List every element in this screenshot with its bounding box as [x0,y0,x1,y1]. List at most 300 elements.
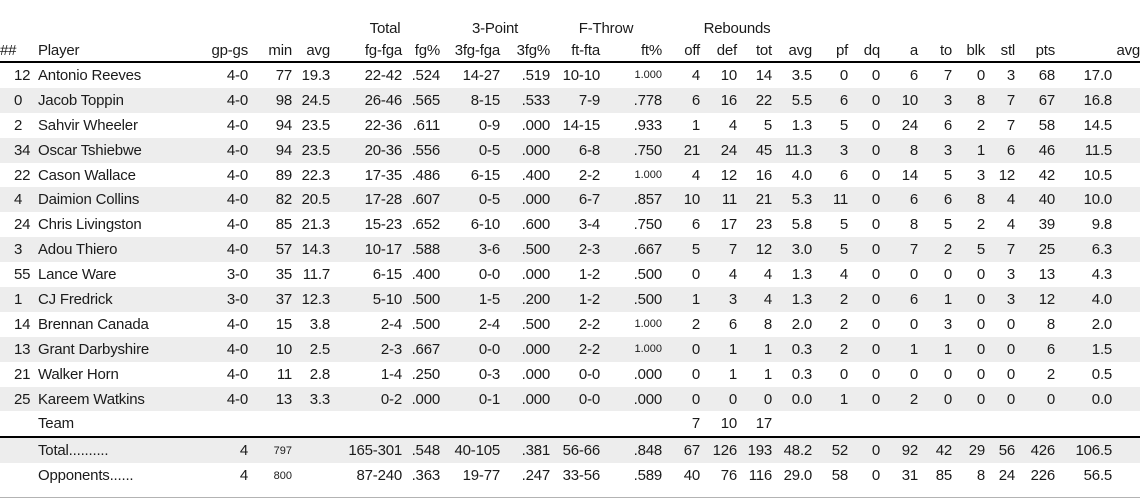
stat-cell: 58 [831,467,849,485]
table-row [0,287,1140,312]
player-name-cell: CJ Fredrick [38,287,208,312]
stat-cell: 0 [1006,365,1016,383]
stat-cell: 7 [1006,116,1016,134]
stat-cell: .486 [411,166,440,184]
stat-cell: 0-5 [440,138,500,163]
stat-cell [440,411,500,437]
stat-cell [772,411,812,437]
stat-cell [402,411,440,437]
stat-cell: 15 [275,315,292,333]
player-name-cell: Kareem Watkins [38,387,208,412]
stat-cell: 6 [918,187,952,212]
stat-cell: .500 [521,315,551,333]
jersey-number-cell: 14 [14,315,31,333]
stat-cell: 17-35 [364,166,402,184]
stat-cell: 13 [1038,266,1056,284]
stat-cell: 8 [952,88,985,113]
stat-cell: 87-240 [356,467,402,485]
stat-cell: 52 [812,437,848,463]
stat-cell: 0 [662,387,700,412]
stat-cell: 1 [728,365,738,383]
stat-cell: 797 [248,437,292,463]
stat-cell: 10 [720,66,738,84]
stat-cell: 0 [985,387,1015,412]
stat-cell: .000 [600,387,662,412]
stat-cell: .857 [600,187,662,212]
stat-cell: 21.3 [301,216,330,234]
column-header-row [0,39,1140,62]
stat-cell: .519 [521,66,551,84]
stat-cell: 0 [952,337,985,362]
stat-cell: 46 [1015,138,1055,163]
stat-cell: 16 [700,88,737,113]
stat-cell: 2 [691,315,701,333]
stat-cell: .000 [521,365,551,383]
opponents-row [0,463,1140,488]
stat-cell: 40 [683,467,701,485]
stat-cell: 4-0 [226,216,248,234]
stat-cell [292,437,330,463]
column-header-19: blk [952,39,985,62]
stat-cell: .000 [402,387,440,412]
stat-cell: 14-27 [462,66,500,84]
stat-cell: 85 [275,216,292,234]
stat-cell: 8-15 [440,88,500,113]
stat-cell [330,411,402,437]
stat-cell: 6 [691,216,701,234]
stat-cell [812,411,848,437]
stat-cell: 4-0 [226,66,248,84]
stat-cell: 4 [691,166,701,184]
stat-cell: 9.8 [1091,216,1113,234]
jersey-number-cell: 4 [0,187,38,212]
column-header-1: Player [38,39,208,62]
stat-cell: 3 [812,138,848,163]
stat-cell: 4-0 [226,166,248,184]
stat-cell: 6 [662,88,700,113]
stat-cell: 14.5 [1083,116,1113,134]
stat-cell: 426 [1015,437,1055,463]
stat-cell: 15-23 [364,216,402,234]
column-header-17: a [880,39,918,62]
player-name-cell: Antonio Reeves [38,66,142,84]
jersey-number-cell [0,411,38,437]
stat-cell: 800 [273,469,292,482]
stat-cell: 8 [763,315,773,333]
stat-cell [500,411,550,437]
stat-cell: 0 [848,187,880,212]
stat-cell: 10 [880,88,918,113]
column-header-5: fg-fga [330,39,402,62]
stat-cell: .200 [500,287,550,312]
stat-cell: 6.3 [1055,237,1140,262]
stat-cell: 1.3 [791,266,813,284]
jersey-number-cell: 3 [0,237,38,262]
stat-cell: 1 [700,337,737,362]
table-row [0,237,1140,262]
stat-cell: 4-0 [208,337,248,362]
column-header-20: stl [985,39,1015,62]
stat-cell: .500 [600,287,662,312]
column-header-9: ft-fta [550,39,600,62]
stat-cell: .250 [411,365,440,383]
stat-cell: 58 [1038,116,1056,134]
stat-cell: 0 [871,266,881,284]
stat-cell: 82 [248,187,292,212]
stat-cell: 25 [1015,237,1055,262]
stat-cell: .000 [500,387,550,412]
stat-cell: 10-10 [562,66,601,84]
stat-cell: 21 [662,138,700,163]
stat-cell: 22.3 [301,166,330,184]
group-header-3point: 3-Point [471,19,519,37]
stat-cell: 4.0 [791,166,813,184]
stat-cell: 29.0 [783,467,813,485]
stat-cell: .500 [500,237,550,262]
stat-cell: 76 [720,467,738,485]
stat-cell: 0.0 [1055,387,1140,412]
stat-cell [1015,411,1055,437]
player-name-cell: Cason Wallace [38,166,136,184]
stat-cell: 11.7 [302,266,330,284]
stat-cell: 106.5 [1055,437,1140,463]
stat-cell: 24 [998,467,1016,485]
jersey-number-cell: 55 [14,266,31,284]
stat-cell: .556 [402,138,440,163]
stat-cell: 1-4 [380,365,402,383]
jersey-number-cell: 24 [14,216,31,234]
column-header-13: tot [737,39,772,62]
player-name-cell: Oscar Tshiebwe [38,138,208,163]
stat-cell: 26-46 [330,88,402,113]
column-header-12: def [700,39,737,62]
stat-cell: 0 [848,437,880,463]
column-header-14: avg [772,39,812,62]
stat-cell: 22-36 [364,116,402,134]
stat-cell: 3.8 [309,315,330,333]
stat-cell: 0 [1006,315,1016,333]
table-row [0,312,1140,337]
stat-cell: 8 [880,138,918,163]
stat-cell: 20-36 [330,138,402,163]
stat-cell: 6 [728,315,738,333]
stat-cell: 6 [839,166,849,184]
stat-cell: 4 [728,116,738,134]
stat-cell: 37 [248,287,292,312]
stat-cell: 4 [737,287,772,312]
stat-cell: 3 [1006,266,1016,284]
table-row [0,387,1140,412]
stat-cell: 19-77 [462,467,500,485]
stat-cell: .000 [633,365,663,383]
stat-cell: 11 [700,187,737,212]
stat-cell: 3 [1006,66,1016,84]
stat-cell: 1 [662,287,700,312]
stat-cell: 0 [691,266,701,284]
stat-cell: 5 [662,237,700,262]
stat-cell: 35 [275,266,292,284]
stat-cell: 0-1 [440,387,500,412]
stat-cell: 1 [691,116,701,134]
stat-cell: 4 [728,266,738,284]
group-header-row [0,17,1140,39]
stat-cell: 0 [909,266,919,284]
stat-cell: 2 [918,237,952,262]
player-name-cell: Adou Thiero [38,237,208,262]
stat-cell: 0 [976,315,986,333]
stat-cell: .500 [633,266,663,284]
stat-cell: 6-7 [550,187,600,212]
stat-cell: 2.8 [309,365,330,383]
table-header [0,17,1140,62]
stat-cell: 1-5 [440,287,500,312]
stat-cell [985,411,1015,437]
stat-cell: 4-0 [208,88,248,113]
stat-cell: .247 [521,467,551,485]
stat-cell: 7-9 [550,88,600,113]
table-row [0,187,1140,212]
stat-cell: 0 [848,337,880,362]
stat-cell: 4-0 [208,237,248,262]
stat-cell: 3-6 [440,237,500,262]
column-header-22: avg [1055,39,1140,62]
stat-cell: 14.3 [292,237,330,262]
stat-cell: 3.3 [292,387,330,412]
stat-cell: 12 [737,237,772,262]
player-name-cell: Sahvir Wheeler [38,116,138,134]
stat-cell: 3.0 [772,237,812,262]
stat-cell: 2 [812,337,848,362]
stat-cell: 0 [662,337,700,362]
stat-cell: 0 [839,66,849,84]
column-header-3: min [248,39,292,62]
stat-cell: 0 [976,66,986,84]
stat-cell: 2-4 [478,315,500,333]
jersey-number-cell [0,463,38,488]
stat-cell: 0 [737,387,772,412]
jersey-number-cell: 25 [0,387,38,412]
stat-cell [848,411,880,437]
stat-cell: 0 [952,287,985,312]
stat-cell: 3 [976,166,986,184]
stat-cell: 11.3 [772,138,812,163]
stat-cell: 22 [737,88,772,113]
stat-cell: 0 [848,138,880,163]
stat-cell: 0 [848,88,880,113]
stat-cell: 1 [918,337,952,362]
stat-cell: 0.3 [772,337,812,362]
group-header-rebounds: Rebounds [703,19,771,37]
stat-cell: 2.0 [1091,315,1113,333]
column-header-11: off [662,39,700,62]
stat-cell: .933 [633,116,663,134]
stat-cell: 5.5 [772,88,812,113]
stat-cell: 4-0 [208,387,248,412]
stat-cell: 1.000 [600,337,662,362]
stat-cell: 56-66 [550,437,600,463]
stat-cell: 6-15 [372,266,402,284]
group-header-spacer [0,17,330,39]
stat-cell: 10 [248,337,292,362]
stat-cell: 0-0 [578,365,601,383]
stat-cell: 2.5 [292,337,330,362]
stat-cell: 11.5 [1055,138,1140,163]
column-header-15: pf [812,39,848,62]
jersey-number-cell: 0 [0,88,38,113]
stat-cell: 2-2 [578,315,601,333]
stat-cell: 0 [871,216,881,234]
stat-cell: 31 [901,467,919,485]
stat-cell: .600 [521,216,551,234]
stat-cell: 6 [985,138,1015,163]
stat-cell: 24 [700,138,737,163]
bottom-rule [0,488,1140,498]
stat-cell: 1.000 [634,169,663,181]
stat-cell: 2.0 [791,315,813,333]
player-name-cell: Walker Horn [38,365,119,383]
stat-cell: 40 [1015,187,1055,212]
column-header-10: ft% [600,39,662,62]
stat-cell: 0 [943,266,953,284]
stat-cell: 0-9 [478,116,500,134]
stat-cell: .565 [402,88,440,113]
stat-cell: 5 [839,216,849,234]
stat-cell: 22-42 [364,66,402,84]
stat-cell: 6-15 [470,166,500,184]
stat-cell: 6 [943,116,953,134]
stat-cell: 11 [812,187,848,212]
stat-cell: .652 [411,216,440,234]
stat-cell [918,411,952,437]
stat-cell: 42 [1038,166,1056,184]
stat-cell [952,411,985,437]
table-row [0,113,1140,138]
stat-cell: .588 [402,237,440,262]
stat-cell: 1.5 [1055,337,1140,362]
stat-cell: 4-0 [226,116,248,134]
totals-row [0,437,1140,463]
stat-cell: .400 [411,266,440,284]
stat-cell: .363 [411,467,440,485]
stat-cell: 7 [985,88,1015,113]
stat-cell: .500 [411,315,440,333]
stat-cell: 116 [748,467,773,485]
stat-cell: 6-10 [470,216,500,234]
stat-cell: 56 [985,437,1015,463]
column-header-4: avg [292,39,330,62]
stat-cell: .533 [500,88,550,113]
stat-cell: .000 [500,138,550,163]
stat-cell: 126 [700,437,737,463]
stat-cell: 0 [848,237,880,262]
stat-cell: 2-2 [550,337,600,362]
stat-cell: 67 [662,437,700,463]
stat-cell: 5 [839,116,849,134]
stat-cell: 0 [976,365,986,383]
stat-cell: .611 [412,116,440,134]
stat-cell: 7 [985,237,1015,262]
stat-cell: .750 [600,138,662,163]
stat-cell: 23 [755,216,773,234]
stat-cell [208,411,248,437]
stat-cell: 0 [943,365,953,383]
stat-cell: 12 [720,166,738,184]
stat-cell: 16.8 [1055,88,1140,113]
stat-cell: 6 [909,66,919,84]
table-row [0,362,1140,387]
stat-cell: 48.2 [772,437,812,463]
jersey-number-cell: 21 [14,365,31,383]
stat-cell: 4-0 [226,365,248,383]
stat-cell: 1.000 [634,69,663,82]
jersey-number-cell [0,437,38,463]
stat-cell: 0 [952,387,985,412]
stat-cell: 5 [943,166,953,184]
stat-cell: 3-4 [578,216,601,234]
stat-cell: 89 [275,166,292,184]
stat-cell: 21 [737,187,772,212]
stat-cell: .778 [600,88,662,113]
stat-cell: 17.0 [1083,66,1113,84]
stat-cell: 0-0 [550,387,600,412]
jersey-number-cell: 34 [0,138,38,163]
stat-cell: 5.8 [791,216,813,234]
stat-cell: 3 [700,287,737,312]
jersey-number-cell: 13 [0,337,38,362]
player-name-cell: Jacob Toppin [38,88,208,113]
stat-cell: 98 [248,88,292,113]
stat-cell: 0 [871,467,881,485]
player-name-cell: Opponents...... [38,467,134,485]
stat-cell: 7 [700,237,737,262]
column-header-18: to [918,39,952,62]
stat-cell: 8 [976,467,986,485]
stat-cell: 19.3 [301,66,330,84]
stat-cell: 0 [1015,387,1055,412]
stat-cell [600,411,662,437]
stat-cell: 2 [976,116,986,134]
table-row [0,62,1140,88]
stat-cell: 0 [918,387,952,412]
stat-cell [292,463,330,488]
stats-table [0,17,1140,498]
stat-cell: 45 [737,138,772,163]
stat-cell: 4-0 [208,187,248,212]
stat-cell: 4 [691,66,701,84]
stat-cell [550,411,600,437]
stat-cell: 0-5 [440,187,500,212]
stat-cell: 2-2 [578,166,601,184]
stat-cell: 0 [848,287,880,312]
stat-cell: 3 [918,138,952,163]
stat-cell: .500 [402,287,440,312]
player-name-cell: Brennan Canada [38,315,149,333]
stat-cell: 0 [848,387,880,412]
stat-cell: 1 [812,387,848,412]
stat-cell: 2 [812,287,848,312]
stat-cell: 2-4 [380,315,402,333]
table-row [0,138,1140,163]
stat-cell: 0 [691,365,701,383]
stat-cell: 8 [909,216,919,234]
stat-cell: 0-0 [440,337,500,362]
table-row [0,88,1140,113]
stat-cell: 0 [985,337,1015,362]
stat-cell: .667 [600,237,662,262]
stat-cell: 3-0 [226,266,248,284]
stat-cell: .667 [402,337,440,362]
stat-cell: 0-0 [478,266,500,284]
